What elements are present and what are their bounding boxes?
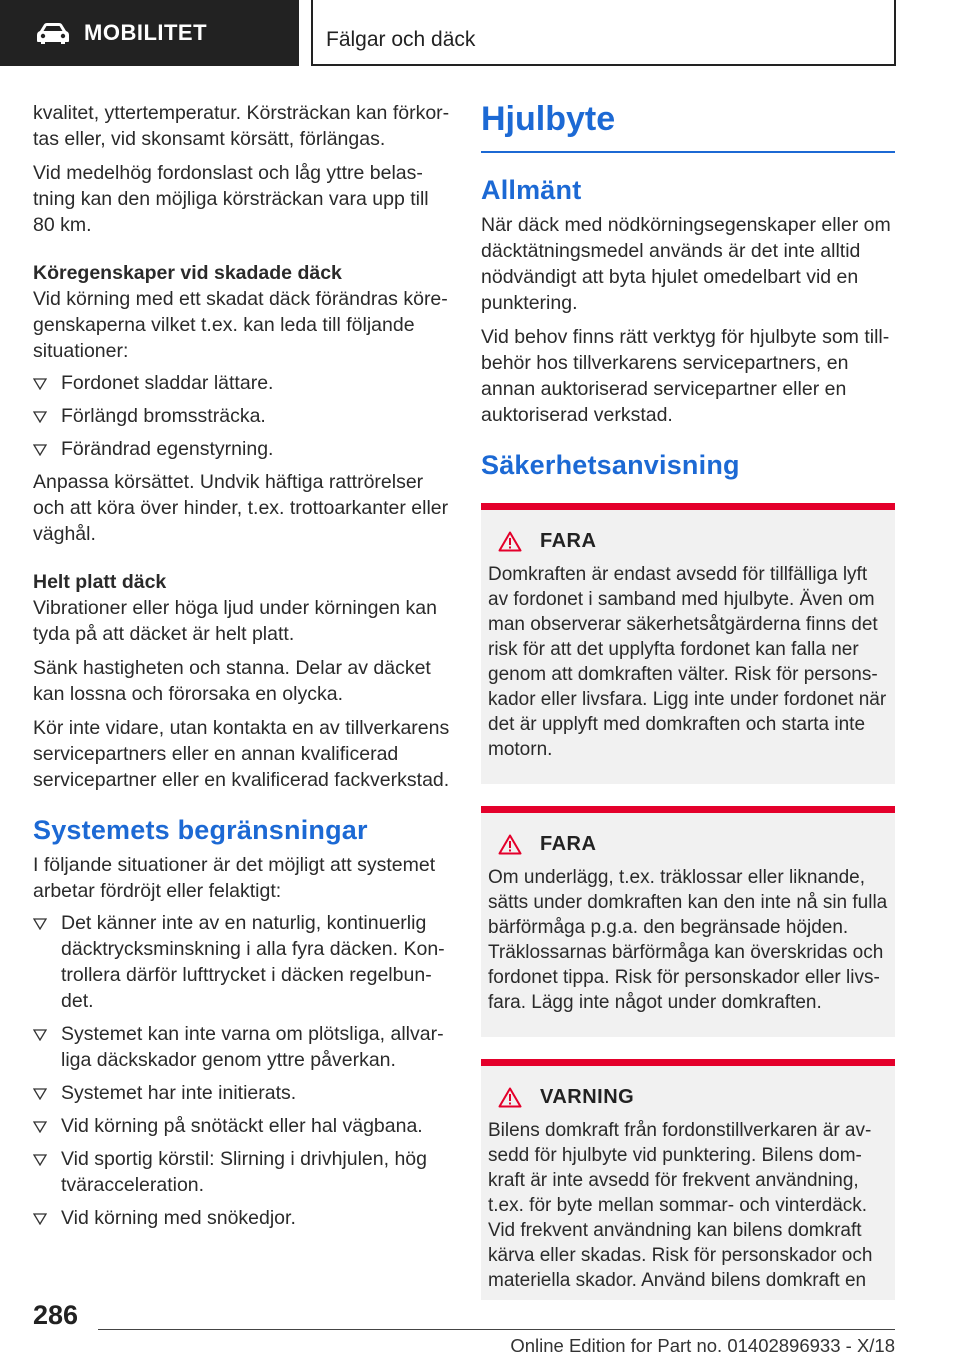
- list-item-text: Det känner inte av en naturlig, kontinuerlig däcktrycksminskning i alla fyra däcken. Kontrollera därför lufttrycket i däcken regelbundet.: [61, 912, 445, 1012]
- footer-divider: [98, 1329, 895, 1330]
- warning-label: FARA: [540, 530, 597, 552]
- paragraph: Kör inte vidare, utan kontakta en av tillverkarens servicepartners eller en annan kvalificerad servicepartner eller en kvalificerad fackverkstad.: [33, 717, 450, 791]
- right-column: [481, 100, 895, 1300]
- list-item: [33, 1205, 451, 1231]
- section-heading: Allmänt: [481, 175, 582, 205]
- triangle-bullet-icon: [33, 910, 61, 1014]
- list-item: [33, 370, 451, 396]
- list-item: [33, 1146, 451, 1198]
- bullet-list: [33, 910, 451, 1231]
- paragraph: Vid körning med ett skadat däck förändras köregenskaperna vilket t.ex. kan leda till följande situationer:: [33, 288, 448, 362]
- paragraph: I följande situationer är det möjligt att systemet arbetar fördröjt eller felaktigt:: [33, 854, 436, 902]
- paragraph: Anpassa körsättet. Undvik häftiga rattrörelser och att köra över hinder, t.ex. trottoarkanter eller väghål.: [33, 471, 449, 545]
- list-item-text: Systemet har inte initierats.: [61, 1082, 297, 1104]
- paragraph: Vibrationer eller höga ljud under körningen kan tyda på att däcket är helt platt.: [33, 597, 437, 645]
- section-heading: Säkerhetsanvisning: [481, 450, 740, 480]
- warning-text: Domkraften är endast avsedd för tillfälliga lyft av fordonet i samband med hjulbyte. Även om man observerar säkerhetsåtgärderna finns det risk för att det upplyfta fordonet kan falla ner genom att domkraften välter. Risk för personskador eller livsfara. Ligg inte under fordonet när det är upplyft med domkraften och starta inte motorn.: [488, 564, 887, 760]
- list-item-text: Vid körning med snökedjor.: [61, 1207, 296, 1229]
- list-item-text: Förändrad egenstyrning.: [61, 438, 274, 460]
- warning-box: [481, 503, 895, 784]
- list-item: [33, 1113, 451, 1139]
- paragraph: kvalitet, yttertemperatur. Körsträckan kan förkortas eller, vid skonsamt körsätt, förlängas.: [33, 102, 450, 150]
- list-item-text: Förlängd bromssträcka.: [61, 405, 266, 427]
- warning-label: VARNING: [540, 1086, 635, 1108]
- list-item-text: Vid körning på snötäckt eller hal vägbana.: [61, 1115, 423, 1137]
- triangle-bullet-icon: [33, 1080, 61, 1106]
- warning-triangle-icon: [498, 1087, 522, 1108]
- page-title: Hjulbyte: [481, 100, 895, 153]
- warning-text: Om underlägg, t.ex. träklossar eller liknande, sätts under domkraften kan den inte nå sin fulla bärförmåga p.g.a. den begränsade höjden. Träklossarnas bärförmåga kan överskridas och fordonet tippa. Risk för personskador eller livsfara. Lägg inte något under domkraften.: [488, 867, 888, 1013]
- triangle-bullet-icon: [33, 370, 61, 396]
- triangle-bullet-icon: [33, 1113, 61, 1139]
- edition-footer: Online Edition for Part no. 01402896933 - X/18: [510, 1335, 895, 1356]
- list-item-text: Vid sportig körstil: Slirning i drivhjulen, hög tväracceleration.: [61, 1148, 427, 1196]
- paragraph: Sänk hastigheten och stanna. Delar av däcket kan lossna och förorsaka en olycka.: [33, 657, 431, 705]
- warning-triangle-icon: [498, 531, 522, 552]
- paragraph: Vid behov finns rätt verktyg för hjulbyte som tillbehör hos tillverkarens servicepartners, en annan auktoriserad servicepartner eller en auktoriserad verkstad.: [481, 326, 890, 426]
- triangle-bullet-icon: [33, 436, 61, 462]
- warning-box: [481, 1059, 895, 1300]
- warning-label: FARA: [540, 833, 597, 855]
- paragraph: Vid medelhög fordonslast och låg yttre belastning kan den möjliga körsträckan vara upp till 80 km.: [33, 162, 429, 236]
- subheading: Köregenskaper vid skadade däck: [33, 262, 342, 284]
- triangle-bullet-icon: [33, 1146, 61, 1198]
- page-number: 286: [33, 1300, 79, 1330]
- warning-box: [481, 806, 895, 1037]
- warning-text: Bilens domkraft från fordonstillverkaren är avsedd för hjulbyte vid punktering. Bilens domkraft är inte avsedd för frekvent användning, t.ex. för byte mellan sommar- och vinterdäck. Vid frekvent användning kan bilens domkraft kärva eller skadas. Risk för personskador och materiella skador. Använd bilens domkraft en: [488, 1120, 873, 1291]
- list-item: [33, 1021, 451, 1073]
- chapter-header: [311, 0, 896, 66]
- left-column: [33, 100, 451, 1238]
- triangle-bullet-icon: [33, 1021, 61, 1073]
- list-item: [33, 910, 451, 1014]
- list-item: [33, 403, 451, 429]
- chapter-title: Fälgar och däck: [326, 28, 476, 51]
- section-heading: Systemets begränsningar: [33, 815, 368, 845]
- list-item: [33, 436, 451, 462]
- subheading: Helt platt däck: [33, 571, 167, 593]
- warning-triangle-icon: [498, 834, 522, 855]
- bullet-list: [33, 370, 451, 462]
- section-label: MOBILITET: [84, 20, 208, 45]
- list-item-text: Systemet kan inte varna om plötsliga, allvarliga däckskador genom yttre påverkan.: [61, 1023, 444, 1071]
- triangle-bullet-icon: [33, 1205, 61, 1231]
- paragraph: När däck med nödkörningsegenskaper eller om däcktätningsmedel används är det inte alltid nödvändigt att byta hjulet omedelbart vid en punktering.: [481, 214, 891, 314]
- triangle-bullet-icon: [33, 403, 61, 429]
- list-item-text: Fordonet sladdar lättare.: [61, 372, 274, 394]
- header-divider: [311, 0, 313, 66]
- car-icon: [36, 22, 70, 44]
- list-item: [33, 1080, 451, 1106]
- section-tab: [0, 0, 299, 66]
